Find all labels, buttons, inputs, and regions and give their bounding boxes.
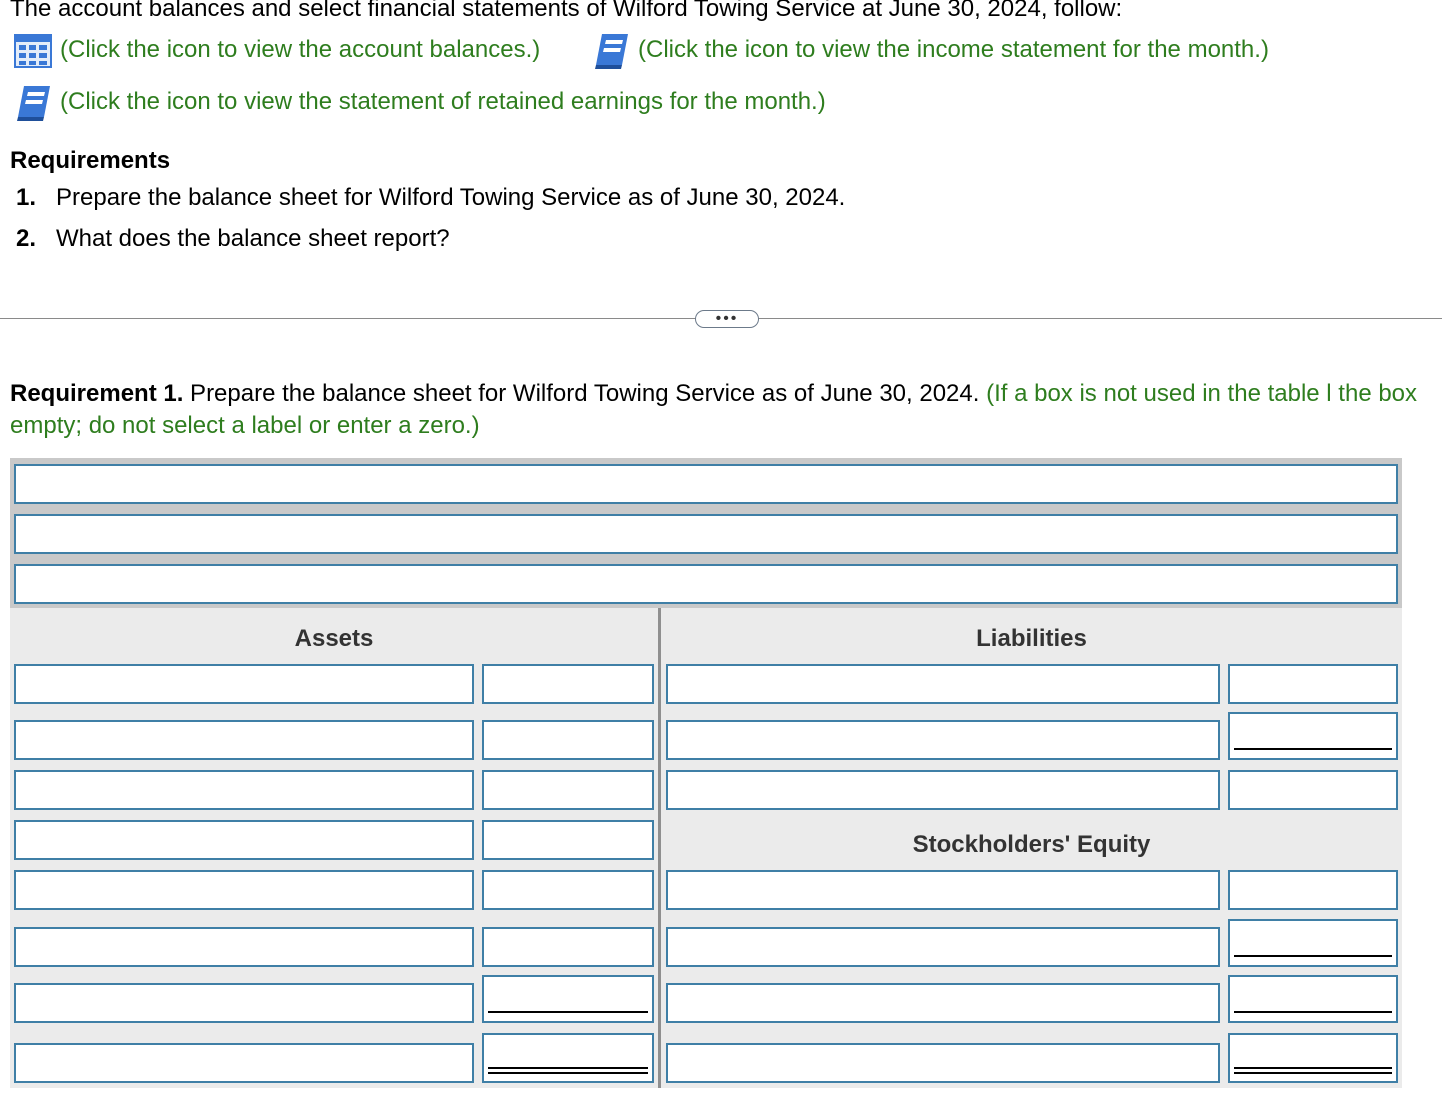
asset-label-input[interactable] (14, 820, 474, 860)
statement-date-input[interactable] (14, 564, 1398, 604)
asset-label-input[interactable] (14, 664, 474, 704)
asset-label-input[interactable] (14, 927, 474, 967)
assets-title: Assets (294, 625, 374, 652)
requirement1-instructions (10, 378, 1442, 442)
liability-label-input[interactable] (666, 720, 1220, 760)
income-statement-link[interactable]: (Click the icon to view the income statement for the month.) (638, 36, 1269, 63)
total-liabilities-equity-input[interactable] (1228, 1033, 1398, 1083)
total-assets-input[interactable] (482, 1033, 654, 1083)
retained-earnings-link[interactable]: (Click the icon to view the statement of retained earnings for the month.) (60, 88, 826, 115)
asset-amount-input[interactable] (482, 820, 654, 860)
asset-amount-input[interactable] (482, 770, 654, 810)
balance-sheet-table (10, 458, 1402, 1088)
stockholders-equity-title: Stockholders' Equity (912, 831, 1151, 858)
equity-label-input[interactable] (666, 927, 1220, 967)
equity-total-input[interactable] (1228, 975, 1398, 1023)
requirement1-hint: (If a box is not used in the table l the box empty; do not select a label or enter a zero.) (10, 380, 1418, 439)
grid-icon[interactable] (14, 34, 52, 68)
asset-amount-input[interactable] (482, 664, 654, 704)
liability-amount-input[interactable] (1228, 770, 1398, 810)
intro-text: The account balances and select financial statements of Wilford Towing Service at June 30, 2024, follow: (10, 0, 1123, 22)
asset-subtotal-input[interactable] (482, 975, 654, 1023)
asset-amount-input[interactable] (482, 720, 654, 760)
requirement-text: Prepare the balance sheet for Wilford Towing Service as of June 30, 2024. (56, 184, 846, 211)
asset-label-input[interactable] (14, 983, 474, 1023)
requirement-number: 2. (16, 225, 37, 252)
equity-label-input[interactable] (666, 870, 1220, 910)
equity-amount-input[interactable] (1228, 870, 1398, 910)
asset-label-input[interactable] (14, 1043, 474, 1083)
requirement-text: What does the balance sheet report? (56, 225, 450, 252)
asset-label-input[interactable] (14, 720, 474, 760)
liability-subtotal-input[interactable] (1228, 712, 1398, 760)
asset-label-input[interactable] (14, 870, 474, 910)
liability-amount-input[interactable] (1228, 664, 1398, 704)
requirements-heading: Requirements (10, 147, 171, 174)
liabilities-title: Liabilities (976, 625, 1087, 652)
statement-title-input[interactable] (14, 514, 1398, 554)
equity-label-input[interactable] (666, 983, 1220, 1023)
book-icon[interactable] (14, 83, 54, 128)
company-name-input[interactable] (14, 464, 1398, 504)
liability-label-input[interactable] (666, 770, 1220, 810)
asset-amount-input[interactable] (482, 927, 654, 967)
equity-subtotal-input[interactable] (1228, 919, 1398, 967)
book-icon[interactable] (592, 31, 632, 76)
requirement1-text: Prepare the balance sheet for Wilford Towing Service as of June 30, 2024. (183, 380, 980, 407)
requirement-number: 1. (16, 184, 37, 211)
requirement1-label: Requirement 1. (10, 380, 184, 407)
asset-amount-input[interactable] (482, 870, 654, 910)
liability-label-input[interactable] (666, 664, 1220, 704)
requirements-list (16, 183, 845, 265)
asset-label-input[interactable] (14, 770, 474, 810)
liabilities-equity-label-input[interactable] (666, 1043, 1220, 1083)
requirement-item (16, 224, 845, 265)
requirement-item (16, 183, 845, 224)
more-button[interactable]: ••• (695, 310, 759, 328)
account-balances-link[interactable]: (Click the icon to view the account balances.) (60, 36, 541, 63)
